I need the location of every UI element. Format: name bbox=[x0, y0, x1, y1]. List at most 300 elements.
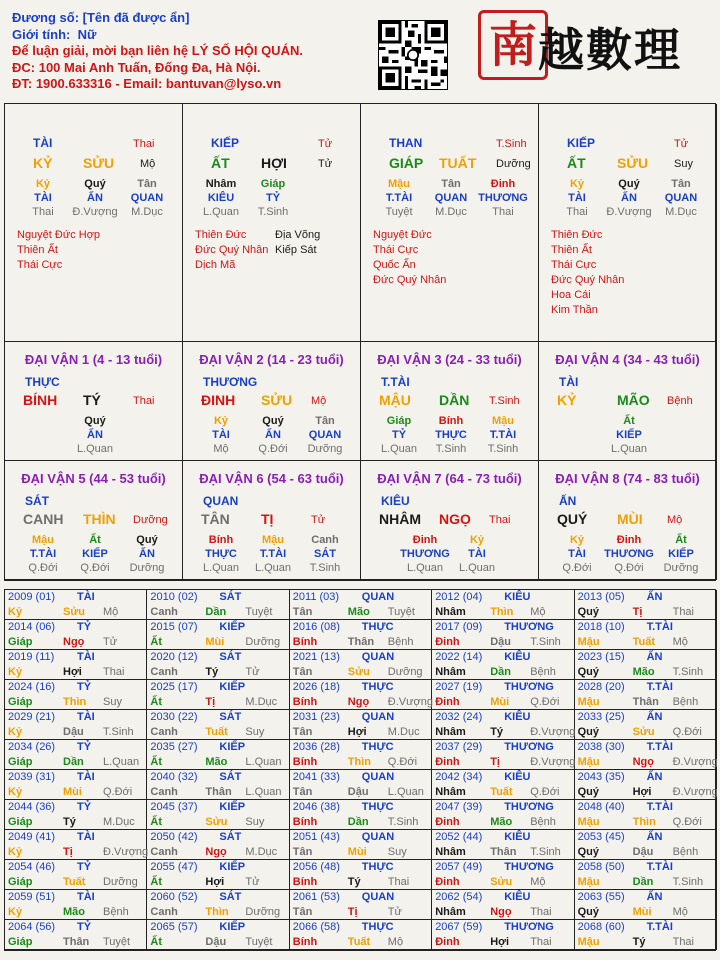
hidden-stem-name: Kỷ bbox=[569, 178, 585, 190]
year-label: 2045 (37) bbox=[150, 801, 198, 813]
hidden-stem-stage: M.Dục bbox=[131, 206, 163, 218]
star: Kim Thần bbox=[551, 304, 598, 316]
year-chi: Hợi bbox=[205, 876, 225, 888]
hidden-stem-god: QUAN bbox=[308, 429, 342, 441]
dai-van-god: SÁT bbox=[25, 494, 49, 508]
dai-van-stage: Mộ bbox=[667, 514, 683, 526]
year-stage: Suy bbox=[103, 696, 122, 708]
year-cell bbox=[432, 920, 574, 950]
hidden-stem-god: QUAN bbox=[434, 192, 468, 204]
year-stage: Tử bbox=[103, 636, 118, 648]
year-stage: T.Sinh bbox=[672, 666, 704, 678]
dai-van-cell bbox=[183, 342, 361, 461]
year-stage: Tuyệt bbox=[245, 936, 273, 948]
year-god: SÁT bbox=[219, 831, 242, 843]
annual-luck-table bbox=[4, 589, 716, 951]
dai-van-title: ĐẠI VẬN 7 (64 - 73 tuổi) bbox=[377, 471, 522, 486]
year-god: TÀI bbox=[77, 591, 95, 603]
year-can: Bính bbox=[292, 696, 318, 708]
hidden-stem bbox=[603, 177, 655, 219]
year-chi: Dần bbox=[205, 606, 227, 618]
hidden-stem-stage: L.Quan bbox=[76, 443, 114, 455]
year-god: THƯƠNG bbox=[504, 801, 554, 813]
year-chi: Thân bbox=[490, 846, 517, 858]
year-label: 2025 (17) bbox=[150, 681, 198, 693]
year-god: SÁT bbox=[219, 711, 242, 723]
year-label: 2065 (57) bbox=[150, 921, 198, 933]
star: Thái Cực bbox=[17, 259, 63, 271]
year-can: Nhâm bbox=[435, 846, 466, 858]
year-label: 2059 (51) bbox=[8, 891, 56, 903]
hidden-stem-stage: Thai bbox=[32, 206, 54, 218]
hidden-stem-stage: L.Quan bbox=[458, 562, 496, 574]
hidden-stem bbox=[299, 533, 351, 575]
year-can: Quý bbox=[577, 606, 599, 618]
year-label: 2030 (22) bbox=[150, 711, 198, 723]
year-chi: Thân bbox=[205, 786, 232, 798]
year-can: Tân bbox=[292, 846, 313, 858]
year-label: 2010 (02) bbox=[150, 591, 198, 603]
year-can: Nhâm bbox=[435, 786, 466, 798]
pillar-can: ẤT bbox=[211, 155, 230, 171]
year-chi: Tuất bbox=[205, 726, 228, 738]
year-god: TÀI bbox=[77, 651, 95, 663]
dai-van-cell bbox=[361, 342, 539, 461]
hidden-stem bbox=[477, 414, 529, 456]
year-chi: Hợi bbox=[490, 936, 510, 948]
dai-van-cell bbox=[5, 342, 183, 461]
year-can: Bính bbox=[292, 936, 318, 948]
hidden-stem-name: Bính bbox=[438, 415, 464, 427]
hidden-stem-god: T.TÀI bbox=[29, 548, 57, 560]
year-god: T.TÀI bbox=[646, 861, 673, 873]
hidden-stem bbox=[17, 533, 69, 575]
year-god: KIÊU bbox=[504, 771, 531, 783]
year-label: 2042 (34) bbox=[435, 771, 483, 783]
year-god: KIÊU bbox=[504, 651, 531, 663]
year-god: SÁT bbox=[219, 891, 242, 903]
year-stage: T.Sinh bbox=[530, 636, 561, 648]
qr-code[interactable] bbox=[378, 20, 448, 90]
year-cell bbox=[290, 740, 432, 770]
hidden-stem bbox=[425, 177, 477, 219]
year-god: TỶ bbox=[77, 681, 92, 693]
hidden-stem-stage: Q.Đới bbox=[258, 443, 288, 455]
year-cell bbox=[5, 590, 147, 620]
year-god: TÀI bbox=[77, 711, 95, 723]
year-stage: Đ.Vượng bbox=[530, 756, 576, 768]
hidden-stem-stage: M.Dục bbox=[435, 206, 467, 218]
year-god: T.TÀI bbox=[646, 681, 673, 693]
year-cell bbox=[147, 800, 289, 830]
year-god: QUAN bbox=[361, 651, 395, 663]
year-chi: Tuất bbox=[347, 936, 371, 948]
year-cell bbox=[290, 860, 432, 890]
hidden-stem bbox=[299, 414, 351, 456]
year-label: 2046 (38) bbox=[292, 801, 340, 813]
year-stage: Thai bbox=[530, 936, 552, 948]
year-stage: L.Quan bbox=[387, 786, 424, 798]
pillar-stage: Dưỡng bbox=[496, 158, 531, 170]
year-god: ẤN bbox=[646, 771, 663, 783]
year-chi: Ngọ bbox=[347, 696, 370, 708]
dai-van-stage: Thai bbox=[133, 395, 155, 407]
year-chi: Dậu bbox=[205, 936, 227, 948]
year-can: Mậu bbox=[577, 876, 600, 888]
hidden-stem bbox=[551, 533, 603, 575]
hidden-stem bbox=[603, 533, 655, 575]
phone-email: ĐT: 1900.633316 - Email: bantuvan@lyso.vn bbox=[12, 76, 282, 91]
year-can: Tân bbox=[292, 666, 313, 678]
year-can: Kỷ bbox=[8, 666, 23, 678]
hidden-stem-name: Quý bbox=[262, 415, 284, 427]
pillar-chi: TUẤT bbox=[439, 155, 477, 171]
year-chi: Thân bbox=[632, 696, 659, 708]
dai-van-can: NHÂM bbox=[379, 511, 421, 527]
hidden-stem-god: TÀI bbox=[568, 548, 586, 560]
pillar-can: KỶ bbox=[33, 155, 53, 171]
hidden-stem-god: TỶ bbox=[391, 429, 407, 441]
hidden-stem-god: ẤN bbox=[621, 192, 637, 204]
year-stage: Tử bbox=[245, 666, 260, 678]
year-chi: Tý bbox=[632, 936, 646, 948]
year-chi: Dần bbox=[490, 666, 511, 678]
year-god: QUAN bbox=[361, 711, 395, 723]
year-god: ẤN bbox=[646, 831, 663, 843]
dai-van-title: ĐẠI VẬN 5 (44 - 53 tuổi) bbox=[21, 471, 166, 486]
hidden-stem-god: THỰC bbox=[435, 429, 467, 441]
year-can: Giáp bbox=[8, 936, 33, 948]
year-can: Quý bbox=[577, 846, 599, 858]
dai-van-god: QUAN bbox=[203, 494, 239, 508]
year-chi: Ngọ bbox=[63, 636, 85, 648]
year-cell bbox=[147, 890, 289, 920]
hidden-stem-name: Giáp bbox=[260, 178, 286, 190]
pillar-cell bbox=[361, 104, 539, 342]
gender-value: Nữ bbox=[77, 26, 97, 42]
year-cell bbox=[575, 650, 717, 680]
pillar-stage-top: Thai bbox=[133, 138, 155, 150]
year-stage: Đ.Vượng bbox=[103, 846, 149, 858]
hidden-stem-god: TÀI bbox=[212, 429, 230, 441]
year-god: TÀI bbox=[77, 831, 95, 843]
year-stage: Tử bbox=[245, 876, 260, 888]
year-can: Bính bbox=[292, 876, 318, 888]
hidden-stem bbox=[655, 177, 707, 219]
year-label: 2017 (09) bbox=[435, 621, 483, 633]
year-cell bbox=[290, 620, 432, 650]
year-can: Canh bbox=[150, 906, 178, 918]
year-can: Đinh bbox=[435, 636, 460, 648]
year-stage: Tuyệt bbox=[103, 936, 131, 948]
year-stage: Bệnh bbox=[672, 696, 699, 708]
year-cell bbox=[5, 620, 147, 650]
hidden-stem-god: ẤN bbox=[139, 548, 155, 560]
year-god: TỶ bbox=[77, 741, 92, 753]
year-cell bbox=[575, 590, 717, 620]
year-label: 2044 (36) bbox=[8, 801, 56, 813]
hidden-stem-name: Tân bbox=[441, 178, 461, 190]
year-chi: Mão bbox=[205, 756, 228, 768]
star: Hoa Cái bbox=[551, 289, 591, 301]
star: Địa Võng bbox=[275, 229, 321, 241]
hidden-stem-name: Nhâm bbox=[205, 178, 237, 190]
dai-van-god: THƯƠNG bbox=[203, 375, 258, 389]
pillar-god: KIẾP bbox=[211, 136, 240, 150]
hidden-stem-god: TÀI bbox=[468, 548, 486, 560]
year-cell bbox=[290, 830, 432, 860]
star: Thiên Ất bbox=[17, 244, 58, 256]
year-god: THỰC bbox=[361, 681, 394, 693]
year-cell bbox=[432, 680, 574, 710]
year-chi: Dần bbox=[63, 756, 84, 768]
hidden-stem-god: QUAN bbox=[130, 192, 164, 204]
pillar-can: ẤT bbox=[567, 155, 586, 171]
year-cell bbox=[147, 830, 289, 860]
year-chi: Tị bbox=[632, 606, 643, 618]
year-can: Đinh bbox=[435, 816, 460, 828]
year-stage: Mộ bbox=[672, 636, 688, 648]
year-label: 2021 (13) bbox=[292, 651, 340, 663]
hidden-stem-stage: Đ.Vượng bbox=[72, 206, 118, 218]
year-label: 2061 (53) bbox=[292, 891, 340, 903]
hidden-stem bbox=[451, 533, 503, 575]
contact-note: Để luận giải, mời bạn liên hệ LÝ SỐ HỘI QUÁN. bbox=[12, 43, 303, 58]
hidden-stem-god: T.TÀI bbox=[259, 548, 287, 560]
pillar-cell bbox=[5, 104, 183, 342]
year-stage: Suy bbox=[245, 726, 265, 738]
year-chi: Thìn bbox=[205, 906, 229, 918]
year-god: QUAN bbox=[361, 891, 395, 903]
year-can: Nhâm bbox=[435, 606, 466, 618]
dai-van-chi: DẦN bbox=[439, 392, 470, 408]
year-label: 2009 (01) bbox=[8, 591, 56, 603]
year-cell bbox=[432, 740, 574, 770]
hidden-stem-name: Mậu bbox=[388, 178, 410, 190]
year-stage: M.Dục bbox=[387, 726, 420, 738]
year-label: 2057 (49) bbox=[435, 861, 483, 873]
year-stage: L.Quan bbox=[245, 786, 282, 798]
year-cell bbox=[5, 680, 147, 710]
year-chi: Sửu bbox=[63, 606, 86, 618]
year-can: Nhâm bbox=[435, 726, 466, 738]
hidden-stem bbox=[373, 414, 425, 456]
year-stage: Dưỡng bbox=[103, 876, 138, 888]
year-god: THƯƠNG bbox=[504, 861, 554, 873]
dai-van-god: TÀI bbox=[559, 375, 579, 389]
hidden-stem-god: KIÊU bbox=[207, 192, 235, 204]
star: Quốc Ấn bbox=[373, 259, 416, 271]
brand-text: 越數理 bbox=[538, 23, 682, 77]
hidden-stem bbox=[121, 177, 173, 219]
chart-grid bbox=[4, 103, 716, 581]
hidden-stem-name: Giáp bbox=[386, 415, 412, 427]
year-chi: Dần bbox=[632, 876, 654, 888]
pillar-stage: Tử bbox=[318, 158, 333, 170]
year-stage: Thai bbox=[530, 906, 552, 918]
hidden-stem-stage: T.Sinh bbox=[257, 206, 289, 218]
year-chi: Hợi bbox=[632, 786, 652, 798]
hidden-stem-god: T.TÀI bbox=[385, 192, 413, 204]
year-god: ẤN bbox=[646, 651, 663, 663]
dai-van-can: KỶ bbox=[557, 392, 577, 408]
year-chi: Tuất bbox=[490, 786, 513, 798]
year-stage: L.Quan bbox=[245, 756, 282, 768]
year-stage: Thai bbox=[103, 666, 125, 678]
year-chi: Sửu bbox=[347, 666, 370, 678]
year-chi: Thìn bbox=[490, 606, 514, 618]
hidden-stem-stage: L.Quan bbox=[254, 562, 292, 574]
year-can: Đinh bbox=[435, 756, 460, 768]
dai-van-can: TÂN bbox=[201, 511, 230, 527]
dai-van-title: ĐẠI VẬN 4 (34 - 43 tuổi) bbox=[555, 352, 700, 367]
year-god: THỰC bbox=[361, 801, 394, 813]
year-chi: Dậu bbox=[63, 726, 84, 738]
hidden-stem-stage: Q.Đới bbox=[80, 562, 110, 574]
hidden-stem-name: Bính bbox=[208, 534, 234, 546]
year-label: 2032 (24) bbox=[435, 711, 483, 723]
year-cell bbox=[575, 680, 717, 710]
year-label: 2034 (26) bbox=[8, 741, 56, 753]
year-can: Nhâm bbox=[435, 906, 466, 918]
hidden-stem-name: Kỷ bbox=[569, 534, 585, 546]
year-can: Mậu bbox=[577, 696, 600, 708]
hidden-stem bbox=[69, 533, 121, 575]
year-chi: Sửu bbox=[490, 876, 513, 888]
year-can: Tân bbox=[292, 906, 313, 918]
hidden-stem bbox=[373, 177, 425, 219]
hidden-stem bbox=[195, 414, 247, 456]
pillar-can: GIÁP bbox=[389, 155, 424, 171]
star: Nguyệt Đức bbox=[373, 229, 432, 241]
year-god: KIÊU bbox=[504, 711, 531, 723]
star: Dịch Mã bbox=[195, 259, 236, 271]
year-chi: Mùi bbox=[632, 906, 652, 918]
year-label: 2056 (48) bbox=[292, 861, 340, 873]
year-stage: Bệnh bbox=[672, 846, 699, 858]
dai-van-title: ĐẠI VẬN 6 (54 - 63 tuổi) bbox=[199, 471, 344, 486]
year-can: Ất bbox=[150, 696, 162, 708]
year-chi: Ngọ bbox=[205, 846, 227, 858]
year-god: T.TÀI bbox=[646, 741, 673, 753]
hidden-stem-god: TÀI bbox=[34, 192, 52, 204]
year-chi: Dậu bbox=[347, 786, 369, 798]
year-stage: Q.Đới bbox=[530, 786, 560, 798]
year-cell bbox=[147, 920, 289, 950]
dai-van-stage: Thai bbox=[489, 514, 511, 526]
year-god: ẤN bbox=[646, 891, 663, 903]
dai-van-title: ĐẠI VẬN 3 (24 - 33 tuổi) bbox=[377, 352, 522, 367]
year-can: Kỷ bbox=[8, 846, 23, 858]
year-cell bbox=[5, 890, 147, 920]
year-can: Canh bbox=[150, 726, 178, 738]
year-stage: Mộ bbox=[103, 606, 119, 618]
hidden-stem-stage: Tuyệt bbox=[385, 206, 413, 218]
dai-van-title: ĐẠI VẬN 2 (14 - 23 tuổi) bbox=[199, 352, 344, 367]
year-god: ẤN bbox=[646, 591, 663, 603]
year-chi: Mùi bbox=[347, 846, 367, 858]
year-label: 2038 (30) bbox=[577, 741, 625, 753]
year-can: Ất bbox=[150, 936, 162, 948]
hidden-stem-stage: L.Quan bbox=[380, 443, 418, 455]
year-cell bbox=[432, 770, 574, 800]
year-can: Quý bbox=[577, 666, 599, 678]
year-label: 2062 (54) bbox=[435, 891, 483, 903]
hidden-stem-name: Mậu bbox=[32, 534, 54, 546]
hidden-stem-god: THƯƠNG bbox=[478, 192, 528, 204]
star: Đức Quý Nhân bbox=[551, 274, 625, 286]
hidden-stem-stage: L.Quan bbox=[202, 206, 240, 218]
dai-van-can: QUÝ bbox=[557, 511, 588, 527]
year-cell bbox=[5, 860, 147, 890]
dai-van-can: BÍNH bbox=[23, 392, 58, 408]
dai-van-cell bbox=[5, 461, 183, 580]
year-chi: Tị bbox=[63, 846, 73, 858]
year-god: KIÊU bbox=[504, 891, 531, 903]
year-chi: Thìn bbox=[63, 696, 87, 708]
hidden-stem-stage: T.Sinh bbox=[435, 443, 467, 455]
year-god: T.TÀI bbox=[646, 801, 673, 813]
hidden-stem-god: THƯƠNG bbox=[400, 548, 450, 560]
year-stage: Bệnh bbox=[103, 906, 129, 918]
hidden-stem bbox=[69, 177, 121, 219]
year-chi: Ngọ bbox=[490, 906, 512, 918]
year-chi: Mùi bbox=[63, 786, 82, 798]
year-chi: Thân bbox=[347, 636, 375, 648]
year-chi: Mão bbox=[632, 666, 655, 678]
dai-van-cell bbox=[361, 461, 539, 580]
year-label: 2043 (35) bbox=[577, 771, 625, 783]
dai-van-chi: NGỌ bbox=[439, 511, 471, 527]
year-stage: Q.Đới bbox=[672, 816, 702, 828]
hidden-stem-name: Mậu bbox=[262, 534, 284, 546]
star: Thái Cực bbox=[551, 259, 597, 271]
brand-seal: 南 bbox=[478, 10, 548, 80]
year-stage: M.Dục bbox=[245, 846, 278, 858]
year-chi: Dần bbox=[347, 816, 369, 828]
year-chi: Thân bbox=[63, 936, 90, 948]
year-stage: Đ.Vượng bbox=[530, 726, 576, 738]
year-label: 2052 (44) bbox=[435, 831, 483, 843]
dai-van-can: MẬU bbox=[379, 392, 411, 408]
year-god: TÀI bbox=[77, 891, 95, 903]
year-god: SÁT bbox=[219, 651, 242, 663]
hidden-stem bbox=[603, 414, 655, 456]
year-stage: Đ.Vượng bbox=[672, 756, 718, 768]
year-can: Giáp bbox=[8, 756, 33, 768]
year-label: 2036 (28) bbox=[292, 741, 340, 753]
hidden-stem-name: Kỷ bbox=[35, 178, 51, 190]
year-label: 2020 (12) bbox=[150, 651, 198, 663]
year-god: THƯƠNG bbox=[504, 921, 554, 933]
year-label: 2068 (60) bbox=[577, 921, 625, 933]
year-can: Bính bbox=[292, 756, 318, 768]
year-god: TÀI bbox=[77, 771, 95, 783]
year-label: 2053 (45) bbox=[577, 831, 625, 843]
pillar-stage-top: Tử bbox=[318, 138, 333, 150]
year-cell bbox=[432, 890, 574, 920]
hidden-stem bbox=[477, 177, 529, 219]
year-label: 2023 (15) bbox=[577, 651, 625, 663]
year-chi: Dậu bbox=[632, 846, 654, 858]
hidden-stem-god: ẤN bbox=[87, 429, 103, 441]
year-label: 2058 (50) bbox=[577, 861, 625, 873]
pillar-stage: Mộ bbox=[140, 158, 156, 170]
year-stage: T.Sinh bbox=[672, 876, 704, 888]
year-can: Canh bbox=[150, 846, 178, 858]
year-god: TỶ bbox=[77, 921, 92, 933]
year-can: Giáp bbox=[8, 636, 33, 648]
